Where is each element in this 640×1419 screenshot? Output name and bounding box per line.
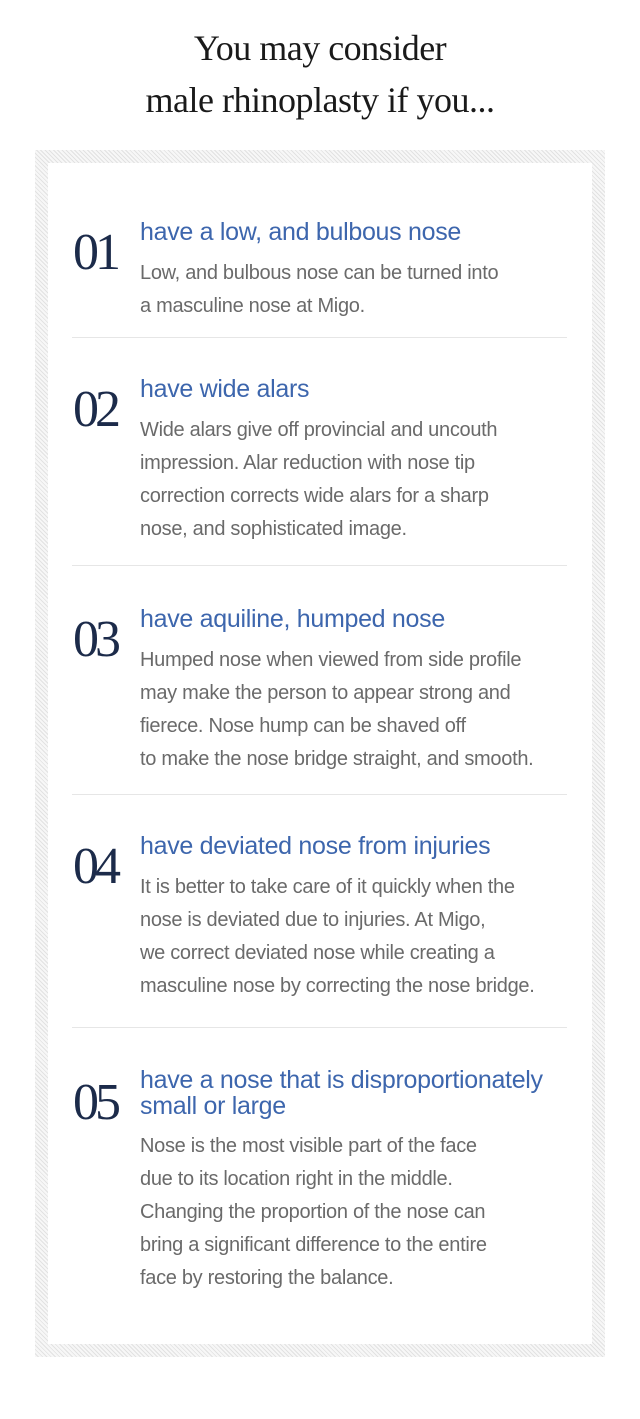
item-title: [140, 1067, 590, 1119]
item-description-line: nose, and sophisticated image.: [140, 518, 407, 540]
item-description-line: nose is deviated due to injuries. At Migo,: [140, 909, 486, 931]
item-title: have aquiline, humped nose: [140, 605, 445, 633]
page-title-line-2: male rhinoplasty if you...: [145, 80, 495, 120]
item-description-line: Humped nose when viewed from side profile: [140, 649, 522, 671]
item-title-line: small or large: [140, 1092, 286, 1120]
item-title: have a low, and bulbous nose: [140, 218, 462, 246]
item-description-line: Changing the proportion of the nose can: [140, 1201, 486, 1223]
item-description: [140, 644, 588, 776]
content-panel: [48, 163, 592, 1344]
item-description-line: to make the nose bridge straight, and smooth.: [140, 748, 534, 770]
item-title: have deviated nose from injuries: [140, 832, 491, 860]
item-description-line: It is better to take care of it quickly when the: [140, 876, 515, 898]
page-title-line-1: You may consider: [193, 28, 447, 68]
item-description-line: impression. Alar reduction with nose tip: [140, 452, 475, 474]
item-description: [140, 257, 588, 323]
item-number: 01: [73, 224, 117, 281]
item-title: have wide alars: [140, 375, 310, 403]
item-description-line: due to its location right in the middle.: [140, 1168, 453, 1190]
item-description: [140, 1130, 588, 1295]
item-description-line: bring a significant difference to the entire: [140, 1234, 487, 1256]
item-description-line: masculine nose by correcting the nose bridge.: [140, 975, 535, 997]
divider: [72, 337, 567, 338]
item-description-line: a masculine nose at Migo.: [140, 295, 365, 317]
item-description: [140, 414, 588, 546]
content-frame: [35, 150, 605, 1357]
divider: [72, 565, 567, 566]
item-description-line: Nose is the most visible part of the face: [140, 1135, 477, 1157]
item-description-line: Low, and bulbous nose can be turned into: [140, 262, 499, 284]
item-number: 03: [73, 611, 117, 668]
item-title-line: have a nose that is disproportionately: [140, 1066, 543, 1094]
item-description-line: correction corrects wide alars for a sharp: [140, 485, 489, 507]
divider: [72, 1027, 567, 1028]
item-description-line: Wide alars give off provincial and uncouth: [140, 419, 498, 441]
item-number: 05: [73, 1074, 117, 1131]
page-title: [0, 22, 640, 126]
item-number: 04: [73, 838, 117, 895]
item-description: [140, 871, 588, 1003]
divider: [72, 794, 567, 795]
item-description-line: may make the person to appear strong and: [140, 682, 511, 704]
item-description-line: we correct deviated nose while creating a: [140, 942, 495, 964]
item-description-line: face by restoring the balance.: [140, 1267, 394, 1289]
item-description-line: fierece. Nose hump can be shaved off: [140, 715, 466, 737]
item-number: 02: [73, 381, 117, 438]
